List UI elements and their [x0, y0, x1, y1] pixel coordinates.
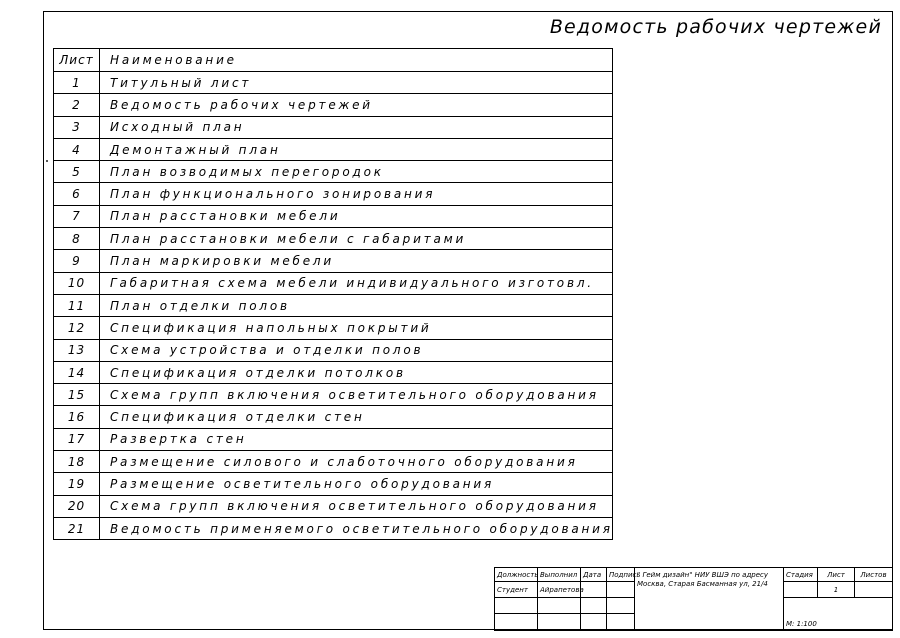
sheet-name: Схема групп включения осветительного оборудования — [100, 384, 613, 406]
table-row — [54, 517, 613, 539]
table-row — [54, 495, 613, 517]
table-row — [54, 94, 613, 116]
table-header-row — [54, 49, 613, 72]
sheet-number: 18 — [54, 451, 100, 473]
sheet-name: Демонтажный план — [100, 138, 613, 160]
stamp-stage-value — [784, 582, 818, 598]
sheet-number: 4 — [54, 138, 100, 160]
sheet-name: Ведомость рабочих чертежей — [100, 94, 613, 116]
table-row — [54, 294, 613, 316]
stamp-empty-cell — [581, 614, 607, 631]
stamp-signature-value — [607, 582, 635, 598]
stamp-performed-label: Выполнил — [538, 568, 581, 582]
stray-mark — [46, 160, 48, 162]
stamp-empty-cell — [581, 598, 607, 614]
sheet-name: План функционального зонирования — [100, 183, 613, 205]
stamp-sheets-label: Листов — [855, 568, 893, 582]
sheet-number: 17 — [54, 428, 100, 450]
stamp-scale: М: 1:100 — [784, 598, 893, 631]
sheet-name: План маркировки мебели — [100, 250, 613, 272]
sheet-number: 15 — [54, 384, 100, 406]
stamp-sheets-value — [855, 582, 893, 598]
sheet-number: 19 — [54, 473, 100, 495]
sheet-number: 13 — [54, 339, 100, 361]
drawings-list-table — [53, 48, 613, 540]
sheet-number: 12 — [54, 317, 100, 339]
sheet-name: Размещение силового и слаботочного оборудования — [100, 451, 613, 473]
stamp-empty-cell — [607, 614, 635, 631]
title-block — [494, 567, 893, 630]
stamp-sheet-value: 1 — [818, 582, 855, 598]
stamp-sheet-label: Лист — [818, 568, 855, 582]
sheet-name: Развертка стен — [100, 428, 613, 450]
sheet-number: 9 — [54, 250, 100, 272]
table-row — [54, 451, 613, 473]
sheet-number: 11 — [54, 294, 100, 316]
sheet-number: 3 — [54, 116, 100, 138]
sheet-number: 20 — [54, 495, 100, 517]
table-row — [54, 272, 613, 294]
sheet-number: 8 — [54, 228, 100, 250]
sheet-number: 14 — [54, 361, 100, 383]
page-title: Ведомость рабочих чертежей — [549, 16, 882, 38]
stamp-stage-label: Стадия — [784, 568, 818, 582]
sheet-number: 2 — [54, 94, 100, 116]
stamp-empty-cell — [538, 598, 581, 614]
table-row — [54, 473, 613, 495]
sheet-name: Спецификация напольных покрытий — [100, 317, 613, 339]
header-sheet: Лист — [54, 49, 100, 72]
sheet-name: План расстановки мебели с габаритами — [100, 228, 613, 250]
sheet-name: Схема устройства и отделки полов — [100, 339, 613, 361]
sheet-name: Схема групп включения осветительного оборудования — [100, 495, 613, 517]
stamp-performer: Айрапетова — [538, 582, 581, 598]
sheet-number: 16 — [54, 406, 100, 428]
sheet-name: Ведомость применяемого осветительного оборудования — [100, 517, 613, 539]
table-row — [54, 116, 613, 138]
table-row — [54, 250, 613, 272]
stamp-empty-cell — [538, 614, 581, 631]
stamp-signature-label: Подпись — [607, 568, 635, 582]
stamp-empty-cell — [495, 614, 538, 631]
sheet-name: План отделки полов — [100, 294, 613, 316]
stamp-date-value — [581, 582, 607, 598]
sheet-name: План расстановки мебели — [100, 205, 613, 227]
table-row — [54, 228, 613, 250]
header-name: Наименование — [100, 49, 613, 72]
sheet-number: 7 — [54, 205, 100, 227]
sheet-name: Спецификация отделки стен — [100, 406, 613, 428]
sheet-name: Титульный лист — [100, 72, 613, 94]
sheet-name: Габаритная схема мебели индивидуального изготовл. — [100, 272, 613, 294]
sheet-name: Исходный план — [100, 116, 613, 138]
sheet-number: 6 — [54, 183, 100, 205]
table-row — [54, 317, 613, 339]
table-row — [54, 428, 613, 450]
table-row — [54, 72, 613, 94]
table-row — [54, 339, 613, 361]
table-row — [54, 384, 613, 406]
stamp-empty-cell — [607, 598, 635, 614]
stamp-role: Студент — [495, 582, 538, 598]
table-row — [54, 183, 613, 205]
sheet-number: 10 — [54, 272, 100, 294]
stamp-position-label: Должность — [495, 568, 538, 582]
sheet-name: Размещение осветительного оборудования — [100, 473, 613, 495]
sheet-number: 21 — [54, 517, 100, 539]
table-row — [54, 361, 613, 383]
stamp-organization: " Гейм дизайн" НИУ ВШЭ по адресу Москва, Старая Басманная ул, 21/4 — [635, 568, 784, 631]
sheet-name: План возводимых перегородок — [100, 161, 613, 183]
sheet-number: 5 — [54, 161, 100, 183]
sheet-name: Спецификация отделки потолков — [100, 361, 613, 383]
stamp-empty-cell — [495, 598, 538, 614]
sheet-number: 1 — [54, 72, 100, 94]
table-row — [54, 205, 613, 227]
table-row — [54, 161, 613, 183]
table-row — [54, 406, 613, 428]
table-row — [54, 138, 613, 160]
stamp-date-label: Дата — [581, 568, 607, 582]
